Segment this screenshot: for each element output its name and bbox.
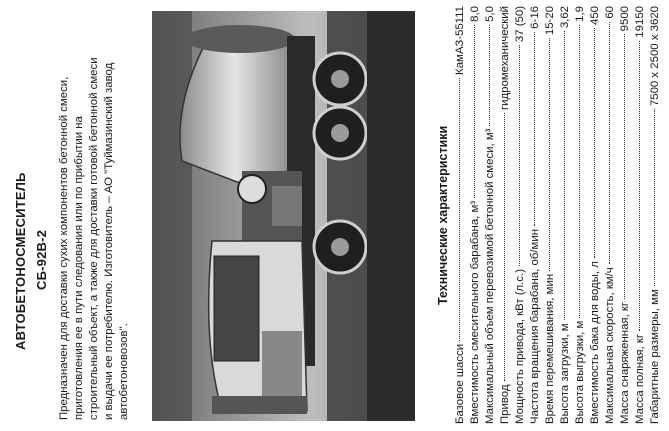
spec-value: 60 bbox=[604, 6, 616, 19]
spec-label: Масса снаряженная, кг bbox=[619, 301, 631, 424]
spec-value: 15-20 bbox=[544, 6, 556, 36]
spec-row bbox=[649, 6, 661, 424]
spec-label: Вместимость смесительного барабана, м³ bbox=[469, 200, 481, 424]
spec-value: 3,62 bbox=[559, 6, 571, 29]
spec-label: Базовое шасси bbox=[454, 343, 466, 424]
spec-row bbox=[514, 6, 526, 424]
spec-label: Мощность привода, кВт (л.с.) bbox=[514, 269, 526, 424]
spec-value: 37 (50) bbox=[514, 6, 526, 43]
spec-value: 19150 bbox=[634, 6, 646, 38]
spec-row bbox=[484, 6, 496, 424]
dot-leader bbox=[504, 113, 505, 381]
spec-row bbox=[499, 6, 511, 424]
dot-leader bbox=[639, 41, 640, 331]
spec-label: Максимальный объем перевозимой бетонной смеси, м³ bbox=[484, 128, 496, 424]
spec-label: Время перемешивания, мин bbox=[544, 273, 556, 424]
spec-label: Габаритные размеры, мм bbox=[649, 289, 661, 424]
spec-value: 9500 bbox=[619, 6, 631, 32]
dot-leader bbox=[549, 38, 550, 271]
description-line: строительный объект, а также для доставки готовой бетонной смеси bbox=[88, 57, 100, 420]
dot-leader bbox=[579, 25, 580, 318]
spec-label: Частота вращения барабана, об/мин bbox=[529, 229, 541, 424]
dot-leader bbox=[564, 31, 565, 320]
dot-leader bbox=[594, 28, 595, 258]
spec-row bbox=[469, 6, 481, 424]
dot-leader bbox=[459, 78, 460, 341]
dot-leader bbox=[489, 25, 490, 126]
spec-value: 7500 x 2500 x 3620 bbox=[649, 6, 661, 107]
dot-leader bbox=[534, 32, 535, 226]
spec-label: Высота загрузки, м bbox=[559, 323, 571, 424]
spec-row bbox=[544, 6, 556, 424]
description-line: Предназначен для доставки сухих компонентов бетонной смеси, bbox=[58, 76, 70, 420]
description-line: и выдачи ее потребителю. Изготовитель – АО "Туймазинский завод bbox=[103, 62, 115, 420]
spec-row bbox=[634, 6, 646, 424]
model-title: СБ-92В-2 bbox=[34, 229, 49, 290]
dot-leader bbox=[474, 25, 475, 198]
spec-row bbox=[454, 6, 466, 424]
spec-row bbox=[574, 6, 586, 424]
specs-heading: Технические характеристики bbox=[436, 125, 450, 305]
spec-row bbox=[619, 6, 631, 424]
page-title: АВТОБЕТОНОСМЕСИТЕЛЬ bbox=[13, 172, 28, 350]
dot-leader bbox=[519, 45, 520, 266]
spec-row bbox=[604, 6, 616, 424]
description-line: приготовления ее в пути следования или по прибытии на bbox=[73, 116, 85, 420]
spec-value: 450 bbox=[589, 6, 601, 26]
spec-value: гидромеханический bbox=[499, 6, 511, 110]
spec-label: Вместимость бака для воды, л bbox=[589, 261, 601, 424]
spec-label: Масса полная, кг bbox=[634, 333, 646, 424]
dot-leader bbox=[609, 22, 610, 265]
spec-label: Максимальная скорость, км/ч bbox=[604, 267, 616, 424]
spec-value: 1,9 bbox=[574, 6, 586, 22]
spec-label: Высота выгрузки, м bbox=[574, 320, 586, 424]
spec-row bbox=[529, 6, 541, 424]
truck-photo bbox=[152, 11, 415, 421]
spec-value: 8,0 bbox=[469, 6, 481, 22]
description-line: автобетоновозов". bbox=[118, 323, 130, 420]
spec-label: Привод bbox=[499, 384, 511, 424]
spec-row bbox=[559, 6, 571, 424]
spec-value: 5,0 bbox=[484, 6, 496, 22]
dot-leader bbox=[624, 34, 625, 299]
spec-value: 6-16 bbox=[529, 6, 541, 29]
dot-leader bbox=[654, 109, 655, 286]
spec-row bbox=[589, 6, 601, 424]
spec-value: КамАЗ-55111 bbox=[454, 6, 466, 75]
